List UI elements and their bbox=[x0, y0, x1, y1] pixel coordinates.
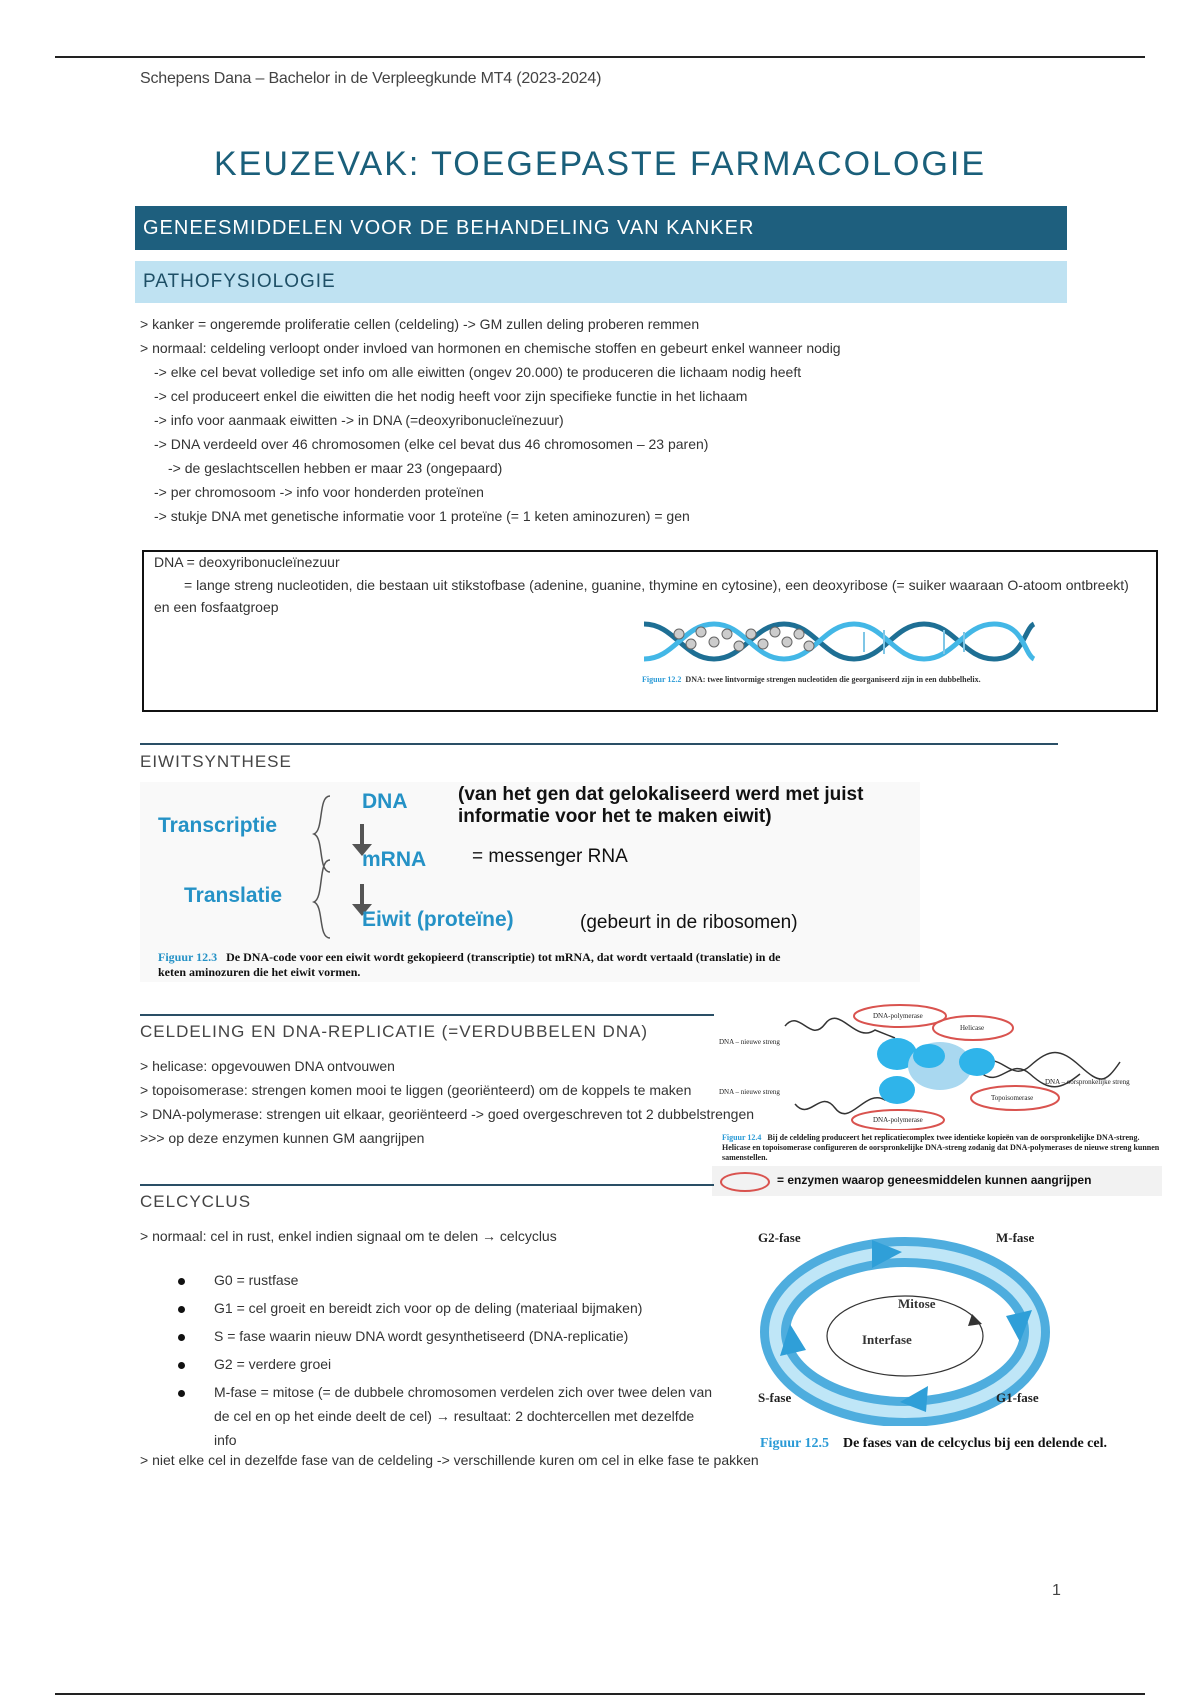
patho-line: -> stukje DNA met genetische informatie voor 1 proteïne (= 1 keten aminozuren) = gen bbox=[154, 508, 690, 524]
bullet-icon bbox=[178, 1306, 185, 1313]
figure-label: Figuur 12.5 bbox=[760, 1436, 829, 1451]
page-number: 1 bbox=[1052, 1582, 1061, 1599]
label-polymerase-bottom: DNA-polymerase bbox=[873, 1116, 923, 1124]
figure-caption-text: DNA: twee lintvormige strengen nucleotiden die georganiseerd zijn in een dubbelhelix. bbox=[685, 675, 981, 684]
replication-line: > helicase: opgevouwen DNA ontvouwen bbox=[140, 1058, 395, 1074]
label-interfase: Interfase bbox=[862, 1332, 912, 1347]
bottom-rule bbox=[55, 1693, 1145, 1695]
protein-synthesis-caption bbox=[158, 950, 798, 980]
bullet-icon bbox=[178, 1334, 185, 1341]
label-polymerase-top: DNA-polymerase bbox=[873, 1012, 923, 1020]
dna-helix-illustration bbox=[639, 604, 1039, 672]
section-heading-replicatie: CELDELING EN DNA-REPLICATIE (=VERDUBBELEN DNA) bbox=[140, 1022, 649, 1041]
celcyclus-outro: > niet elke cel in dezelfde fase van de celdeling -> verschillende kuren om cel in elke fase te pakken bbox=[140, 1452, 759, 1468]
bullet-icon bbox=[178, 1390, 185, 1397]
transcriptie-label: Transcriptie bbox=[158, 814, 278, 837]
dna-term: DNA bbox=[362, 790, 408, 813]
dna-figure-caption bbox=[642, 674, 1062, 685]
section-heading-eiwitsynthese: EIWITSYNTHESE bbox=[140, 752, 292, 771]
figure-caption-text: De fases van de celcyclus bij een delende cel. bbox=[842, 1436, 1107, 1451]
cell-cycle-caption bbox=[760, 1436, 1107, 1452]
legend-text: = enzymen waarop geneesmiddelen kunnen aangrijpen bbox=[777, 1173, 1092, 1187]
section-rule bbox=[140, 1014, 714, 1016]
list-item-text: S = fase waarin nieuw DNA wordt gesynthetiseerd (DNA-replicatie) bbox=[214, 1328, 629, 1344]
label-helicase: Helicase bbox=[960, 1024, 985, 1032]
list-item bbox=[178, 1324, 718, 1348]
cell-cycle-diagram bbox=[750, 1226, 1060, 1426]
patho-line: -> DNA verdeeld over 46 chromosomen (elke cel bevat dus 46 chromosomen – 23 paren) bbox=[154, 436, 709, 452]
replication-line: > topoisomerase: strengen komen mooi te liggen (georiënteerd) om de koppels te maken bbox=[140, 1082, 692, 1098]
label-original-strand: DNA – oorspronkelijke streng bbox=[1045, 1078, 1130, 1086]
protein-synthesis-figure bbox=[140, 782, 920, 982]
dna-definition-text: = lange streng nucleotiden, die bestaan uit stikstofbase (adenine, guanine, thymine en cytosine), een deoxyribose (= suiker waaraan O-atoom ontbreekt) en een fosfaatgroep bbox=[154, 577, 1129, 615]
dna-definition-box bbox=[142, 550, 1158, 712]
chapter-heading: GENEESMIDDELEN VOOR DE BEHANDELING VAN KANKER bbox=[135, 206, 1067, 250]
page-title: KEUZEVAK: TOEGEPASTE FARMACOLOGIE bbox=[214, 145, 986, 183]
celcyclus-intro: > normaal: cel in rust, enkel indien signaal om te delen → celcyclus bbox=[140, 1228, 557, 1244]
eiwit-note: (gebeurt in de ribosomen) bbox=[580, 912, 798, 933]
label-new-strand-bottom: DNA – nieuwe streng bbox=[719, 1088, 780, 1096]
figure-label: Figuur 12.3 bbox=[158, 950, 218, 964]
replication-line: > DNA-polymerase: strengen uit elkaar, georiënteerd -> goed overgeschreven tot 2 dubbelstrengen bbox=[140, 1106, 755, 1122]
label-g1-phase: G1-fase bbox=[996, 1390, 1039, 1405]
mrna-term: mRNA bbox=[362, 848, 427, 871]
list-item-text: G2 = verdere groei bbox=[214, 1356, 332, 1372]
replication-diagram bbox=[715, 1004, 1165, 1130]
label-s-phase: S-fase bbox=[758, 1390, 792, 1405]
patho-line: -> elke cel bevat volledige set info om alle eiwitten (ongev 20.000) te produceren die lichaam nodig heeft bbox=[154, 364, 802, 380]
page-header: Schepens Dana – Bachelor in de Verpleegkunde MT4 (2023-2024) bbox=[140, 70, 602, 87]
patho-text bbox=[140, 312, 841, 528]
list-item bbox=[178, 1296, 718, 1320]
legend-ellipse-icon bbox=[720, 1172, 770, 1192]
label-new-strand-top: DNA – nieuwe streng bbox=[719, 1038, 780, 1046]
label-m-phase: M-fase bbox=[996, 1230, 1035, 1245]
label-g2-phase: G2-fase bbox=[758, 1230, 801, 1245]
bullet-icon bbox=[178, 1362, 185, 1369]
eiwit-term: Eiwit (proteïne) bbox=[362, 908, 514, 931]
bullet-icon bbox=[178, 1278, 185, 1285]
patho-line: > kanker = ongeremde proliferatie cellen (celdeling) -> GM zullen deling proberen remmen bbox=[140, 316, 700, 332]
section-rule bbox=[140, 1184, 714, 1186]
translatie-label: Translatie bbox=[184, 884, 283, 907]
list-item-text: G0 = rustfase bbox=[214, 1272, 299, 1288]
mrna-note: = messenger RNA bbox=[472, 846, 628, 867]
replication-caption bbox=[722, 1133, 1162, 1163]
list-item-text: G1 = cel groeit en bereidt zich voor op de deling (materiaal bijmaken) bbox=[214, 1300, 643, 1316]
enzyme-legend bbox=[712, 1166, 1162, 1196]
patho-line: -> per chromosoom -> info voor honderden proteïnen bbox=[154, 484, 484, 500]
celcyclus-list bbox=[178, 1268, 718, 1452]
patho-line: -> info voor aanmaak eiwitten -> in DNA (=deoxyribonucleïnezuur) bbox=[154, 412, 564, 428]
list-item-text: M-fase = mitose (= de dubbele chromosomen verdelen zich over twee delen van de cel en op het einde deelt de cel) → resultaat: 2 dochtercellen met dezelfde info bbox=[214, 1384, 713, 1448]
list-item bbox=[178, 1380, 718, 1452]
figure-label: Figuur 12.2 bbox=[642, 675, 682, 684]
figure-caption-text: Bij de celdeling produceert het replicatiecomplex twee identieke kopieën van de oorspronkelijke DNA-streng. Helicase en topoisomerase configureren de oorspronkelijke DNA-streng zodanig dat DNA-polymerases de nieuwe streng kunnen samenstellen. bbox=[722, 1133, 1160, 1162]
dna-note: (van het gen dat gelokaliseerd werd met juist informatie voor het te maken eiwit) bbox=[458, 784, 864, 827]
list-item bbox=[178, 1268, 718, 1292]
patho-line: > normaal: celdeling verloopt onder invloed van hormonen en chemische stoffen en gebeurt enkel wanneer nodig bbox=[140, 340, 841, 356]
section-heading-pathofysiologie: PATHOFYSIOLOGIE bbox=[135, 261, 1067, 303]
figure-caption-text: De DNA-code voor een eiwit wordt gekopieerd (transcriptie) tot mRNA, dat wordt vertaald (translatie) in de keten aminozuren die het eiwit vormen. bbox=[158, 950, 781, 979]
label-topoisomerase: Topoisomerase bbox=[991, 1094, 1034, 1102]
list-item bbox=[178, 1352, 718, 1376]
section-rule bbox=[140, 743, 1058, 745]
top-rule bbox=[55, 56, 1145, 58]
dna-definition-title: DNA = deoxyribonucleïnezuur bbox=[154, 554, 340, 570]
patho-line: -> de geslachtscellen hebben er maar 23 (ongepaard) bbox=[168, 460, 503, 476]
replication-line: >>> op deze enzymen kunnen GM aangrijpen bbox=[140, 1130, 425, 1146]
section-heading-celcyclus: CELCYCLUS bbox=[140, 1192, 252, 1211]
patho-line: -> cel produceert enkel die eiwitten die het nodig heeft voor zijn specifieke functie in het lichaam bbox=[154, 388, 748, 404]
figure-label: Figuur 12.4 bbox=[722, 1133, 762, 1142]
label-mitose: Mitose bbox=[898, 1296, 936, 1311]
